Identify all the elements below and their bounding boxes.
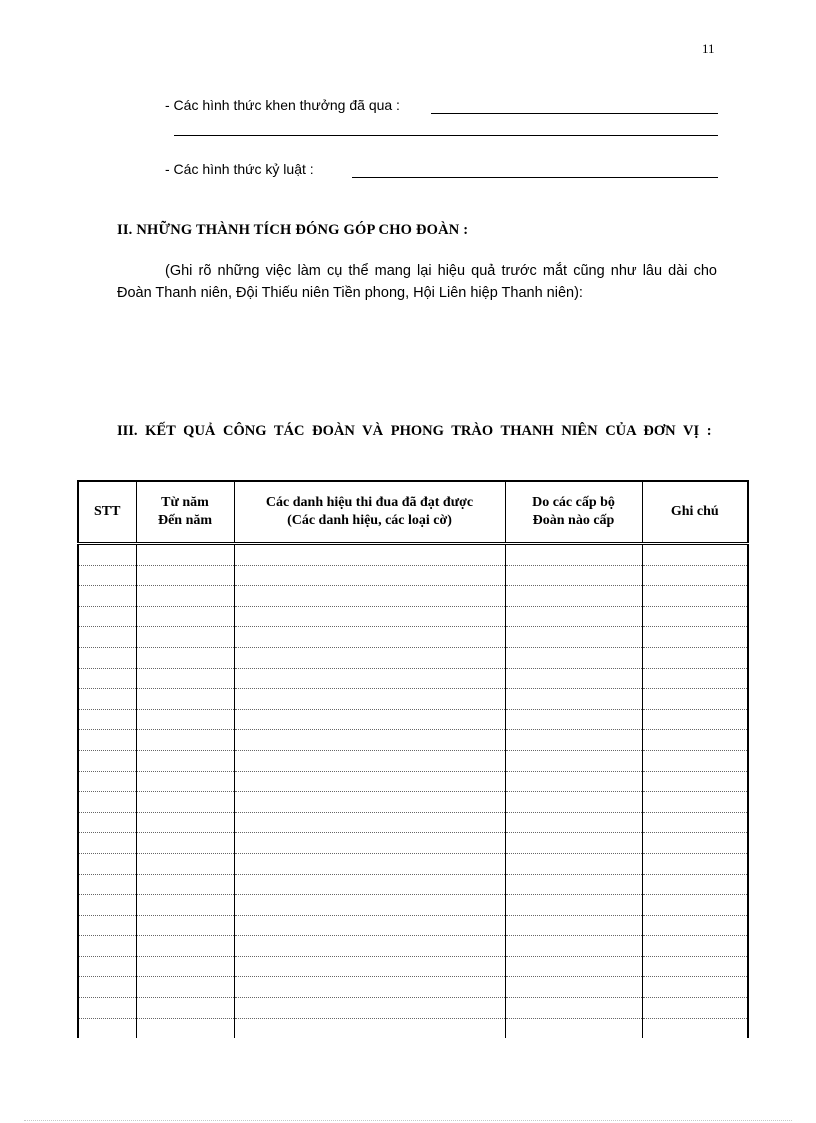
years-cell[interactable] — [136, 544, 234, 566]
section-2-title: II. NHỮNG THÀNH TÍCH ĐÓNG GÓP CHO ĐOÀN : — [117, 222, 469, 238]
header-titles-sub: (Các danh hiệu, các loại cờ) — [287, 513, 452, 528]
stt-cell[interactable] — [78, 771, 136, 792]
table-row — [78, 1018, 748, 1038]
stt-cell[interactable] — [78, 833, 136, 854]
titles-cell[interactable] — [234, 730, 505, 751]
table-row — [78, 647, 748, 668]
issuer-cell[interactable] — [505, 977, 642, 998]
table-row — [78, 936, 748, 957]
discipline-input-line[interactable] — [352, 177, 718, 178]
notes-cell[interactable] — [642, 936, 748, 957]
years-cell[interactable] — [136, 730, 234, 751]
stt-cell[interactable] — [78, 812, 136, 833]
issuer-cell[interactable] — [505, 874, 642, 895]
titles-cell[interactable] — [234, 833, 505, 854]
titles-cell[interactable] — [234, 565, 505, 586]
stt-cell[interactable] — [78, 544, 136, 566]
titles-cell[interactable] — [234, 956, 505, 977]
table-row — [78, 565, 748, 586]
titles-cell[interactable] — [234, 874, 505, 895]
table-row — [78, 709, 748, 730]
stt-cell[interactable] — [78, 709, 136, 730]
notes-cell[interactable] — [642, 709, 748, 730]
issuer-cell[interactable] — [505, 833, 642, 854]
header-issuer — [505, 481, 642, 544]
stt-cell[interactable] — [78, 565, 136, 586]
table-row — [78, 606, 748, 627]
stt-cell[interactable] — [78, 730, 136, 751]
stt-cell[interactable] — [78, 998, 136, 1019]
issuer-cell[interactable] — [505, 998, 642, 1019]
years-cell[interactable] — [136, 689, 234, 710]
titles-cell[interactable] — [234, 812, 505, 833]
notes-cell[interactable] — [642, 627, 748, 648]
table-row — [78, 792, 748, 813]
issuer-cell[interactable] — [505, 565, 642, 586]
years-cell[interactable] — [136, 565, 234, 586]
titles-cell[interactable] — [234, 792, 505, 813]
section-3-title: III. KẾT QUẢ CÔNG TÁC ĐOÀN VÀ PHONG TRÀO THANH NIÊN CỦA ĐƠN VỊ : — [117, 423, 712, 439]
notes-cell[interactable] — [642, 833, 748, 854]
header-years — [136, 481, 234, 544]
years-cell[interactable] — [136, 874, 234, 895]
stt-cell[interactable] — [78, 936, 136, 957]
titles-cell[interactable] — [234, 977, 505, 998]
years-cell[interactable] — [136, 1018, 234, 1038]
header-issuer-line-2: Đoàn nào cấp — [532, 513, 615, 528]
header-titles — [234, 481, 505, 544]
table-row — [78, 586, 748, 607]
titles-cell[interactable] — [234, 689, 505, 710]
stt-cell[interactable] — [78, 874, 136, 895]
footer-divider — [24, 1120, 792, 1121]
stt-cell[interactable] — [78, 792, 136, 813]
header-stt: STT — [78, 481, 136, 544]
header-years-to: Đến năm — [157, 513, 213, 528]
table-row — [78, 750, 748, 771]
notes-cell[interactable] — [642, 750, 748, 771]
stt-cell[interactable] — [78, 895, 136, 916]
titles-cell[interactable] — [234, 750, 505, 771]
issuer-cell[interactable] — [505, 771, 642, 792]
stt-cell[interactable] — [78, 750, 136, 771]
stt-cell[interactable] — [78, 915, 136, 936]
table-header-row — [78, 481, 748, 544]
stt-cell[interactable] — [78, 689, 136, 710]
titles-cell[interactable] — [234, 668, 505, 689]
years-cell[interactable] — [136, 915, 234, 936]
page-number: 11 — [702, 41, 715, 56]
years-cell[interactable] — [136, 647, 234, 668]
titles-cell[interactable] — [234, 895, 505, 916]
notes-cell[interactable] — [642, 586, 748, 607]
notes-cell[interactable] — [642, 895, 748, 916]
table-row — [78, 915, 748, 936]
issuer-cell[interactable] — [505, 689, 642, 710]
titles-cell[interactable] — [234, 853, 505, 874]
notes-cell[interactable] — [642, 853, 748, 874]
notes-cell[interactable] — [642, 874, 748, 895]
table-row — [78, 668, 748, 689]
years-cell[interactable] — [136, 833, 234, 854]
years-cell[interactable] — [136, 750, 234, 771]
stt-cell[interactable] — [78, 627, 136, 648]
notes-cell[interactable] — [642, 812, 748, 833]
titles-cell[interactable] — [234, 936, 505, 957]
header-years-from: Từ năm — [161, 495, 209, 510]
issuer-cell[interactable] — [505, 895, 642, 916]
stt-cell[interactable] — [78, 647, 136, 668]
years-cell[interactable] — [136, 936, 234, 957]
notes-cell[interactable] — [642, 689, 748, 710]
notes-cell[interactable] — [642, 668, 748, 689]
stt-cell[interactable] — [78, 668, 136, 689]
years-cell[interactable] — [136, 792, 234, 813]
issuer-cell[interactable] — [505, 853, 642, 874]
header-titles-main: Các danh hiệu thi đua đã đạt được — [265, 495, 474, 510]
notes-cell[interactable] — [642, 647, 748, 668]
stt-cell[interactable] — [78, 586, 136, 607]
years-cell[interactable] — [136, 771, 234, 792]
titles-cell[interactable] — [234, 586, 505, 607]
issuer-cell[interactable] — [505, 544, 642, 566]
issuer-cell[interactable] — [505, 606, 642, 627]
notes-cell[interactable] — [642, 956, 748, 977]
table-row — [78, 956, 748, 977]
notes-cell[interactable] — [642, 544, 748, 566]
years-cell[interactable] — [136, 956, 234, 977]
table-row — [78, 833, 748, 854]
header-notes: Ghi chú — [642, 481, 748, 544]
years-cell[interactable] — [136, 977, 234, 998]
rewards-input-line-1[interactable] — [431, 113, 718, 114]
stt-cell[interactable] — [78, 606, 136, 627]
section-2-note: (Ghi rõ những việc làm cụ thể mang lại hiệu quả trước mắt cũng như lâu dài cho Đoàn Thanh niên, Đội Thiếu niên Tiền phong, Hội Liên hiệp Thanh niên): — [117, 263, 717, 301]
notes-cell[interactable] — [642, 1018, 748, 1038]
table-row — [78, 895, 748, 916]
issuer-cell[interactable] — [505, 792, 642, 813]
titles-cell[interactable] — [234, 709, 505, 730]
years-cell[interactable] — [136, 998, 234, 1019]
table-row — [78, 812, 748, 833]
issuer-cell[interactable] — [505, 668, 642, 689]
years-cell[interactable] — [136, 606, 234, 627]
stt-cell[interactable] — [78, 956, 136, 977]
issuer-cell[interactable] — [505, 709, 642, 730]
titles-cell[interactable] — [234, 771, 505, 792]
header-issuer-line-1: Do các cấp bộ — [532, 495, 615, 510]
awards-table — [77, 480, 749, 1038]
notes-cell[interactable] — [642, 998, 748, 1019]
issuer-cell[interactable] — [505, 1018, 642, 1038]
table-row — [78, 853, 748, 874]
stt-cell[interactable] — [78, 977, 136, 998]
table-row — [78, 627, 748, 648]
notes-cell[interactable] — [642, 977, 748, 998]
issuer-cell[interactable] — [505, 647, 642, 668]
notes-cell[interactable] — [642, 771, 748, 792]
table-row — [78, 689, 748, 710]
notes-cell[interactable] — [642, 606, 748, 627]
years-cell[interactable] — [136, 853, 234, 874]
rewards-input-line-2[interactable] — [174, 135, 718, 136]
titles-cell[interactable] — [234, 1018, 505, 1038]
issuer-cell[interactable] — [505, 627, 642, 648]
issuer-cell[interactable] — [505, 730, 642, 751]
years-cell[interactable] — [136, 668, 234, 689]
titles-cell[interactable] — [234, 544, 505, 566]
table-row — [78, 544, 748, 566]
issuer-cell[interactable] — [505, 586, 642, 607]
years-cell[interactable] — [136, 709, 234, 730]
awards-table-body — [78, 544, 748, 1039]
table-row — [78, 977, 748, 998]
table-row — [78, 874, 748, 895]
years-cell[interactable] — [136, 627, 234, 648]
stt-cell[interactable] — [78, 1018, 136, 1038]
issuer-cell[interactable] — [505, 750, 642, 771]
notes-cell[interactable] — [642, 730, 748, 751]
issuer-cell[interactable] — [505, 812, 642, 833]
discipline-label: - Các hình thức kỷ luật : — [165, 161, 314, 177]
years-cell[interactable] — [136, 586, 234, 607]
table-row — [78, 771, 748, 792]
notes-cell[interactable] — [642, 915, 748, 936]
titles-cell[interactable] — [234, 647, 505, 668]
titles-cell[interactable] — [234, 627, 505, 648]
issuer-cell[interactable] — [505, 956, 642, 977]
notes-cell[interactable] — [642, 792, 748, 813]
issuer-cell[interactable] — [505, 915, 642, 936]
stt-cell[interactable] — [78, 853, 136, 874]
notes-cell[interactable] — [642, 565, 748, 586]
years-cell[interactable] — [136, 812, 234, 833]
titles-cell[interactable] — [234, 606, 505, 627]
issuer-cell[interactable] — [505, 936, 642, 957]
titles-cell[interactable] — [234, 998, 505, 1019]
table-row — [78, 730, 748, 751]
rewards-label: - Các hình thức khen thưởng đã qua : — [165, 97, 400, 113]
years-cell[interactable] — [136, 895, 234, 916]
table-row — [78, 998, 748, 1019]
titles-cell[interactable] — [234, 915, 505, 936]
